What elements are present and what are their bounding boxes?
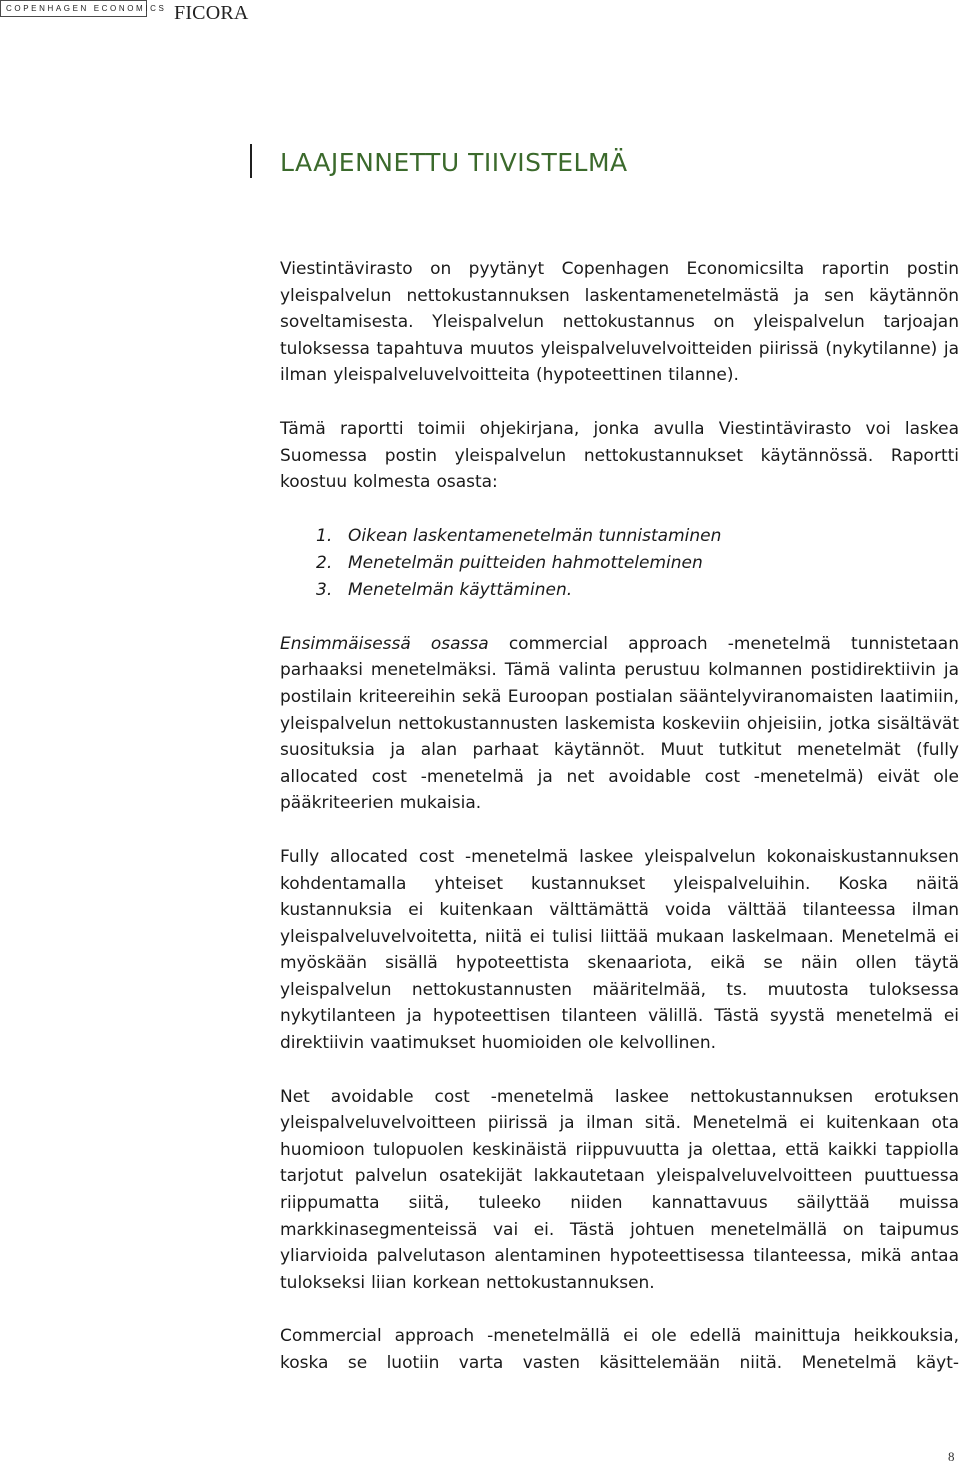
- numbered-list: [280, 523, 959, 604]
- section-title: LAAJENNETTU TIIVISTELMÄ: [280, 148, 628, 177]
- paragraph-3: Ensimmäisessä osassa commercial approach -menetelmä tunnistetaan parhaaksi menetelmäksi. Tämä valinta perustuu kolmannen postidirektiivin ja postilain kriteereihin sekä Euroopan postialan sääntelyviranomaisten laatimiin, yleispalvelun nettokustannusten laskemista koskeviin ohjeisiin, jotka sisältävät suosituksia ja alan parhaat käytännöt. Muut tutkitut menetelmät (fully allocated cost -menetelmä ja net avoidable cost -menetelmä) eivät ole pääkriteerien mukaisia.: [280, 633, 959, 814]
- list-item: 1. Oikean laskentamenetelmän tunnistaminen: [316, 525, 722, 546]
- paragraph-6: Commercial approach -menetelmällä ei ole edellä mainittuja heikkouksia, koska se luotiin varta vasten käsittelemään niitä. Menetelmä käyt-: [280, 1326, 959, 1373]
- title-accent-bar: [250, 144, 252, 178]
- copenhagen-economics-logo: COPENHAGEN ECONOMICS: [0, 0, 147, 17]
- paragraph-2: Tämä raportti toimii ohjekirjana, jonka avulla Viestintävirasto voi laskea Suomessa postin yleispalvelun nettokustannukset käytännössä. Raportti koostuu kolmesta osasta:: [280, 418, 959, 493]
- paragraph-4: Fully allocated cost -menetelmä laskee yleispalvelun kokonaiskustannuksen kohdentamalla yhteiset kustannukset yleispalveluihin. Koska näitä kustannuksia ei kuitenkaan välttämättä voida välttää tilanteessa ilman yleispalveluvelvoitetta, niitä ei tulisi liittää mukaan laskelmaan. Menetelmä ei myöskään sisällä hypoteettista skenaariota, eikä se näin ollen täytä yleispalvelun nettokustannusten määritelmää, ts. muutosta tuloksessa nykytilanteen ja hypoteettisen tilanteen välillä. Tästä syystä menetelmä ei direktiivin vaatimukset huomioiden ole kelvollinen.: [280, 846, 959, 1054]
- list-item: 3. Menetelmän käyttäminen.: [316, 579, 573, 600]
- page-header: [0, 0, 960, 30]
- ficora-logo: FICORA: [174, 2, 249, 24]
- list-item: 2. Menetelmän puitteiden hahmotteleminen: [316, 552, 703, 573]
- paragraph-5: Net avoidable cost -menetelmä laskee nettokustannuksen erotuksen yleispalveluvelvoitteen piirissä ja ilman sitä. Menetelmä ei kuitenkaan ota huomioon tulopuolen keskinäistä riippuvuutta ja olettaa, että kaikki tappiolla tarjotut palvelun osatekijät lakkautetaan yleispalveluvelvoitteen puuttuessa riippumatta siitä, tuleeko niiden kannattavuus säilyttää muissa markkinasegmenteissä vai ei. Tästä johtuen menetelmällä on taipumus yliarvioida palvelutason alentaminen hypoteettisessa tilanteessa, mikä antaa tulokseksi liian korkean nettokustannuksen.: [280, 1086, 959, 1293]
- document-body: [280, 256, 959, 1377]
- italic-phrase: Ensimmäisessä osassa: [280, 633, 489, 654]
- page-number: 8: [948, 1449, 955, 1464]
- paragraph-1: Viestintävirasto on pyytänyt Copenhagen Economicsilta raportin postin yleispalvelun nettokustannuksen laskentamenetelmästä ja sen käytännön soveltamisesta. Yleispalvelun nettokustannus on yleispalvelun tarjoajan tuloksessa tapahtuva muutos yleispalveluvelvoitteiden piirissä (nykytilanne) ja ilman yleispalveluvelvoitteita (hypoteettinen tilanne).: [280, 259, 959, 386]
